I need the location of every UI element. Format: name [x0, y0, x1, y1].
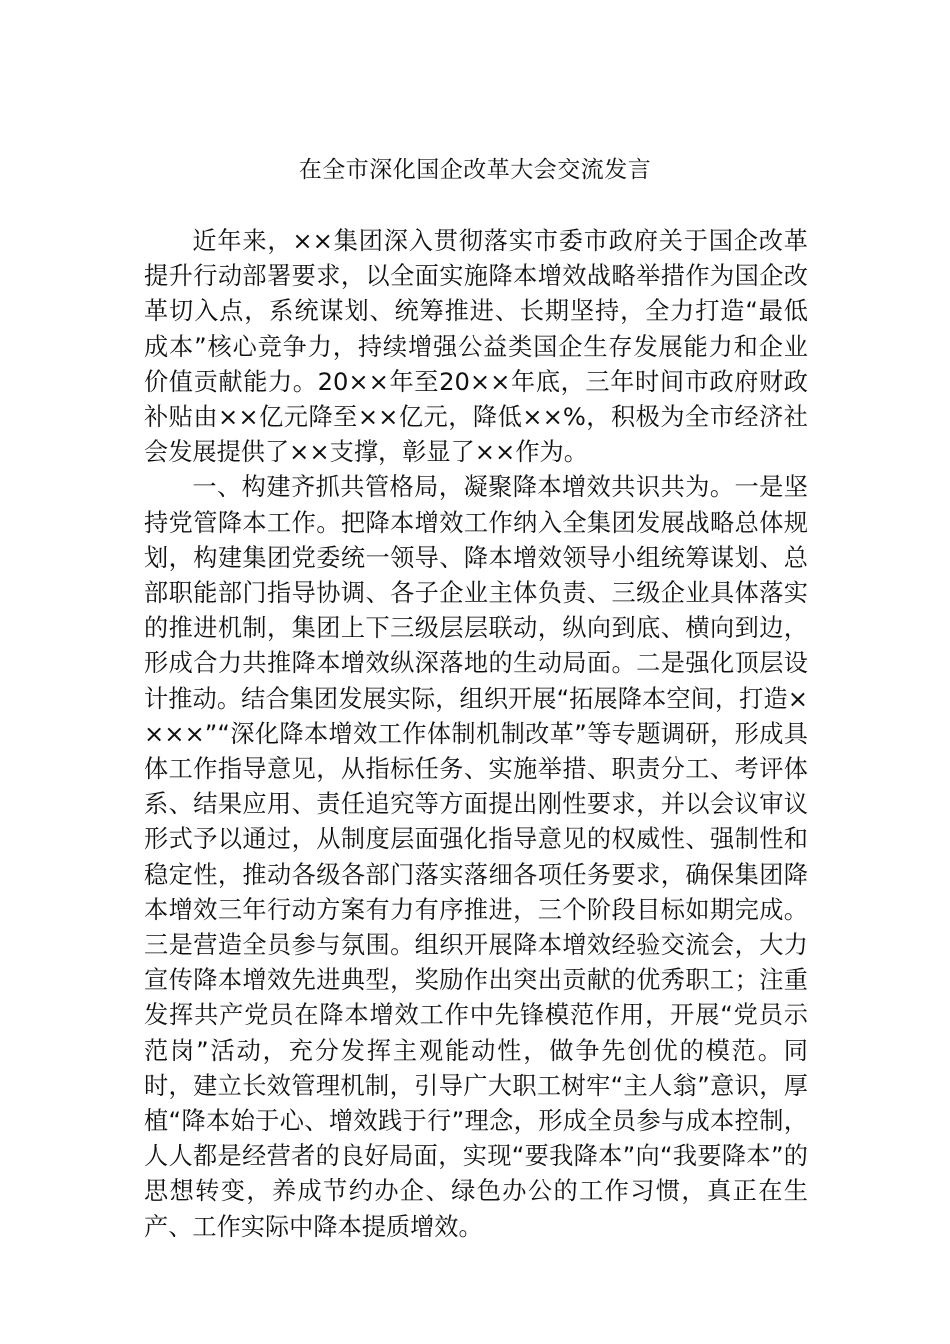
document-title: 在全市深化国企改革大会交流发言: [298, 157, 652, 183]
paragraph-section-one: 一、构建齐抓共管格局，凝聚降本增效共识共为。一是坚持党管降本工作。把降本增效工作纳入全集团发展战略总体规划，构建集团党委统一领导、降本增效领导小组统筹谋划、总部职能部门指导协调、各子企业主体负责、三级企业具体落实的推进机制，集团上下三级层层联动，纵向到底、横向到边，形成合力共推降本增效纵深落地的生动局面。二是强化顶层设计推动。结合集团发展实际，组织开展“拓展降本空间，打造××××”“深化降本增效工作体制机制改革”等专题调研，形成具体工作指导意见，从指标任务、实施举措、职责分工、考评体系、结果应用、责任追究等方面提出刚性要求，并以会议审议形式予以通过，从制度层面强化指导意见的权威性、强制性和稳定性，推动各级各部门落实落细各项任务要求，确保集团降本增效三年行动方案有力有序推进，三个阶段目标如期完成。三是营造全员参与氛围。组织开展降本增效经验交流会，大力宣传降本增效先进典型，奖励作出突出贡献的优秀职工；注重发挥共产党员在降本增效工作中先锋模范作用，开展“党员示范岗”活动，充分发挥主观能动性，做争先创优的模范。同时，建立长效管理机制，引导广大职工树牢“主人翁”意识，厚植“降本始于心、增效践于行”理念，形成全员参与成本控制，人人都是经营者的良好局面，实现“要我降本”向“我要降本”的思想转变，养成节约办企、绿色办公的工作习惯，真正在生产、工作实际中降本提质增效。: [144, 473, 808, 1241]
paragraph-intro: 近年来，××集团深入贯彻落实市委市政府关于国企改革提升行动部署要求，以全面实施降本增效战略举措作为国企改革切入点，系统谋划、统筹推进、长期坚持，全力打造“最低成本”核心竞争力，持续增强公益类国企生存发展能力和企业价值贡献能力。20××年至20××年底，三年时间市政府财政补贴由××亿元降至××亿元，降低××%，积极为全市经济社会发展提供了××支撑，彰显了××作为。: [144, 227, 808, 467]
document-body: [144, 224, 808, 1245]
